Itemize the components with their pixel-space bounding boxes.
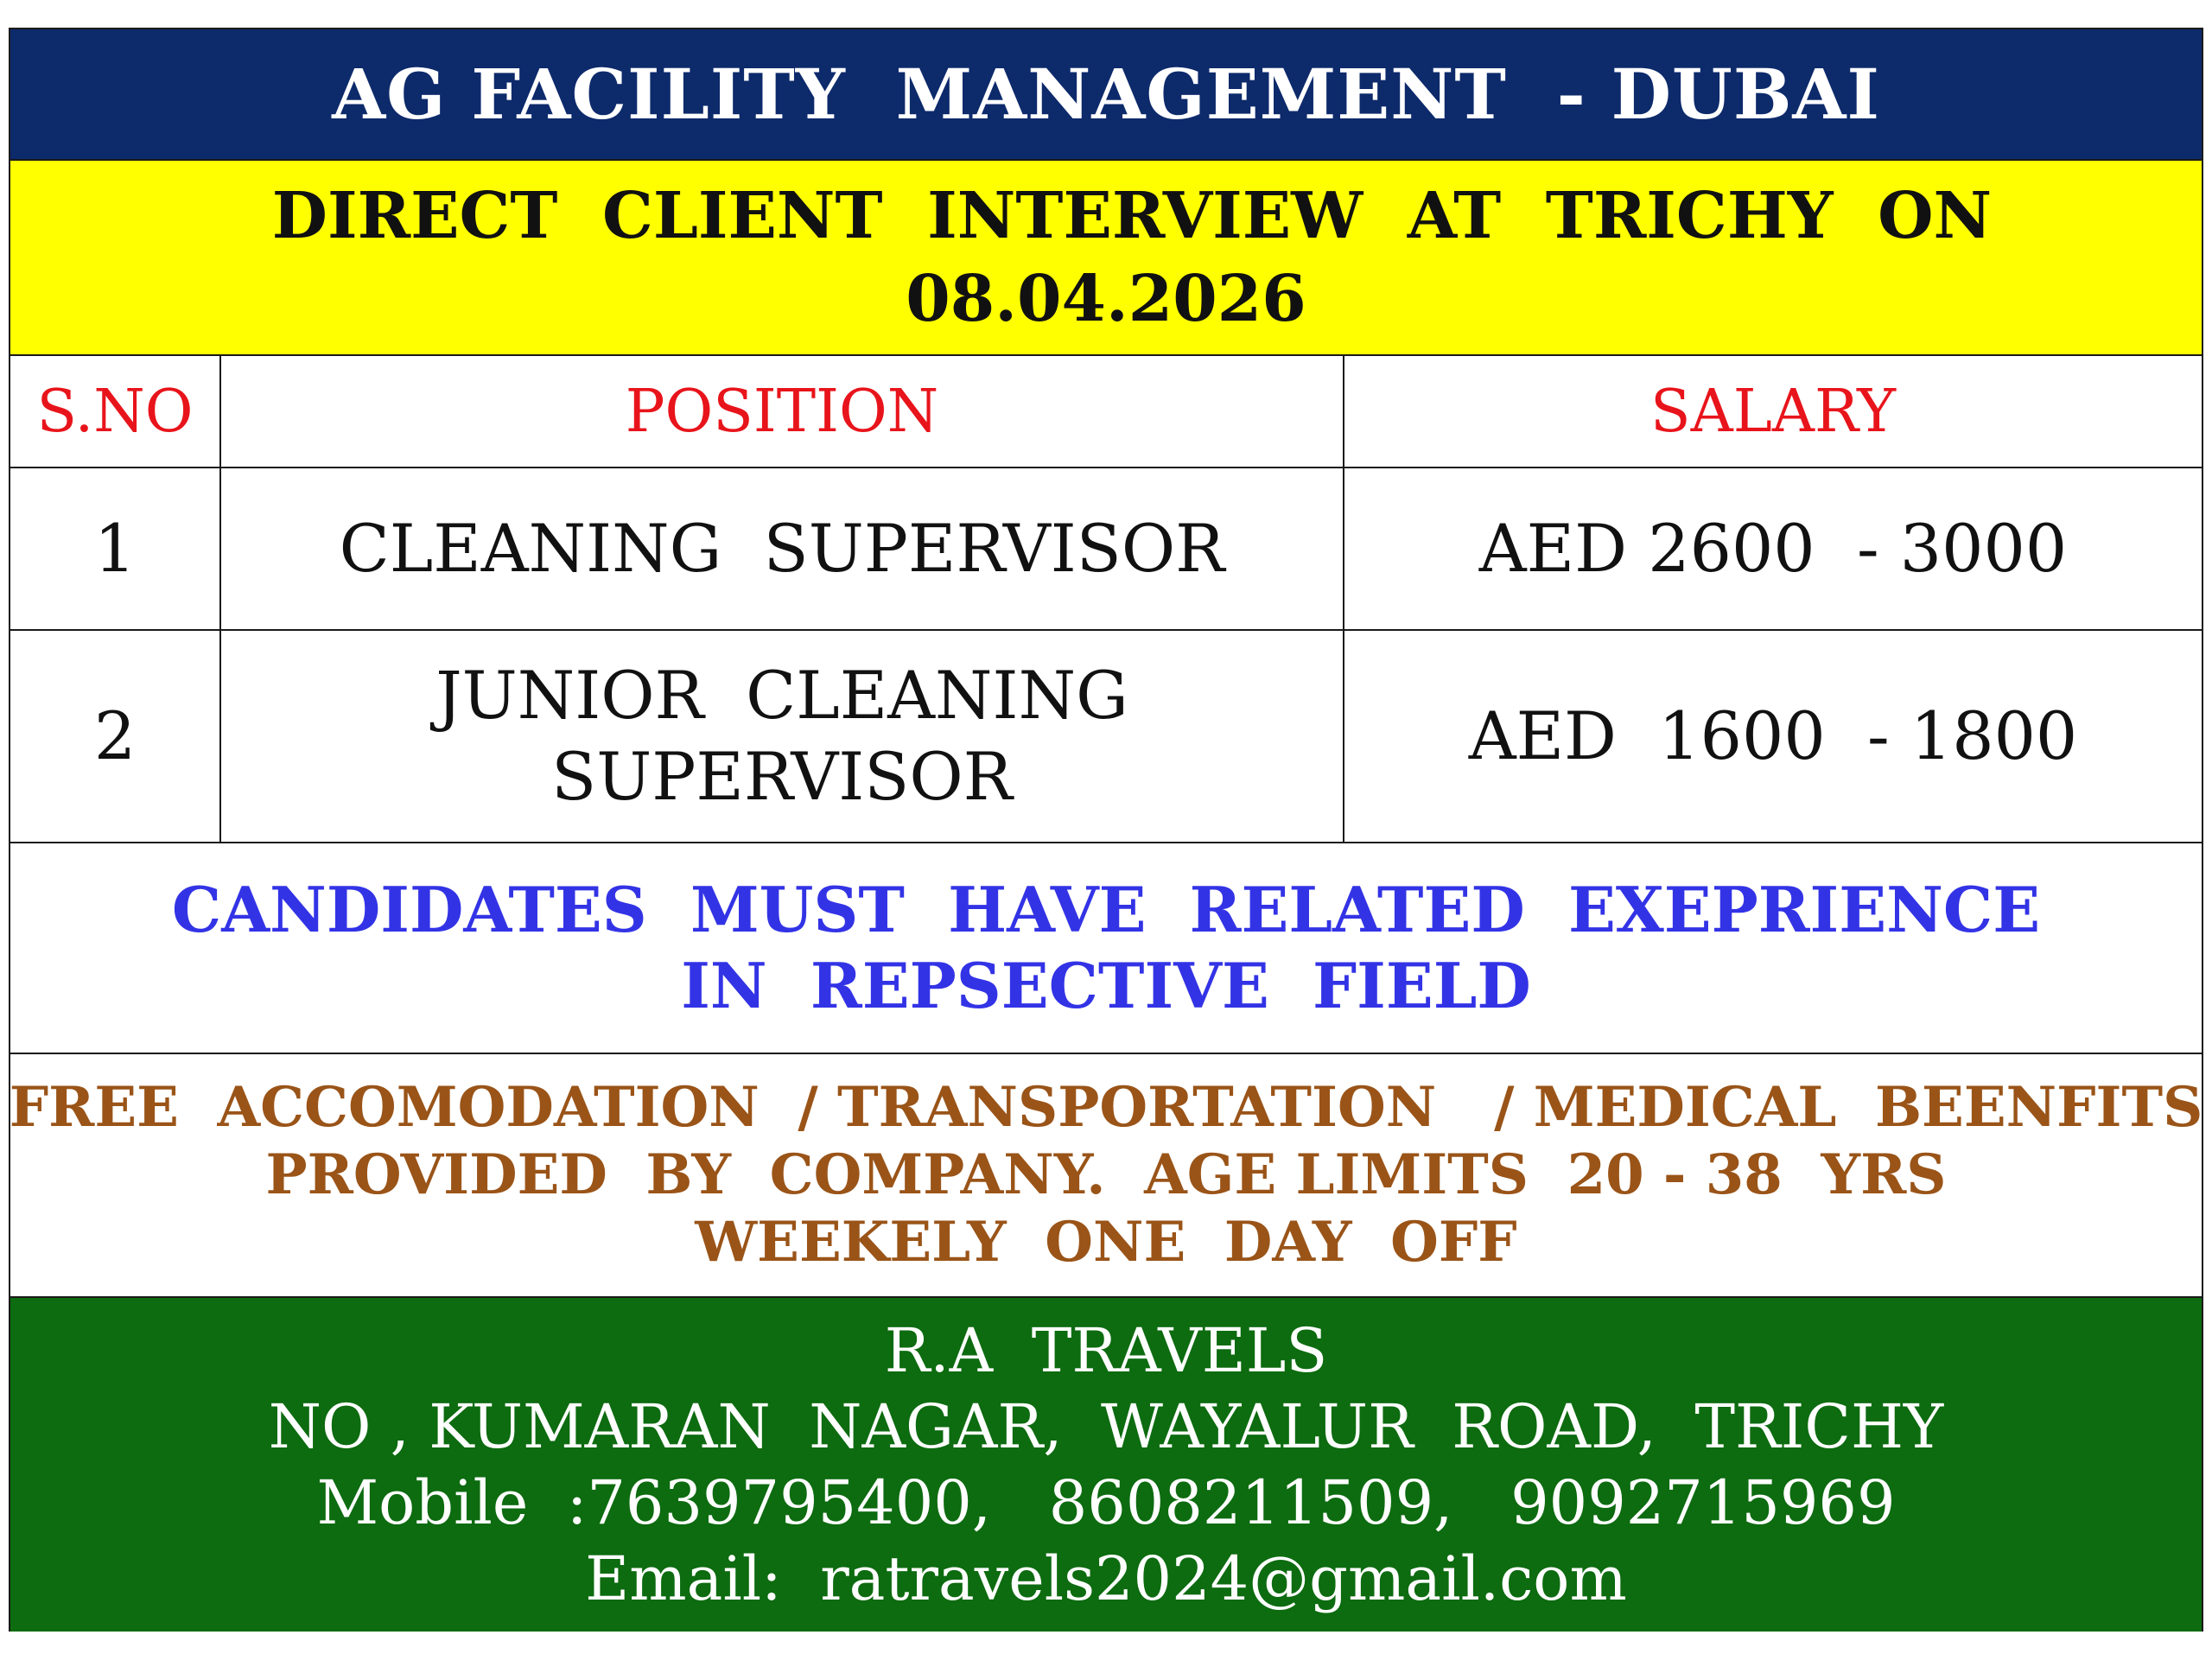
row-position bbox=[221, 468, 1344, 629]
company-name: R.A TRAVELS bbox=[884, 1315, 1328, 1386]
position-text: JUNIOR CLEANING bbox=[435, 657, 1128, 734]
row-position bbox=[221, 631, 1344, 842]
header-salary: SALARY bbox=[1650, 377, 1896, 446]
benefits-section bbox=[10, 1054, 2202, 1298]
row-sno: 2 bbox=[10, 631, 221, 842]
row-salary: AED 1600 - 1800 bbox=[1468, 697, 2078, 774]
positions-table bbox=[10, 356, 2202, 843]
mobile-text: Mobile :7639795400, 8608211509, 9092715969 bbox=[316, 1467, 1896, 1538]
benefit-text: WEEKELY ONE DAY OFF bbox=[695, 1210, 1517, 1275]
header-position: POSITION bbox=[221, 356, 1344, 467]
row-salary: AED 2600 - 3000 bbox=[1478, 510, 2068, 587]
benefit-text: PROVIDED BY COMPANY. AGE LIMITS 20 - 38 YRS bbox=[265, 1142, 1947, 1207]
benefit-text: FREE ACCOMODATION / TRANSPORTATION / MEDICAL BEENFITS bbox=[9, 1075, 2203, 1140]
job-poster bbox=[9, 28, 2203, 1632]
address-text: NO , KUMARAN NAGAR, WAYALUR ROAD, TRICHY bbox=[268, 1391, 1944, 1462]
contact-section bbox=[10, 1298, 2202, 1632]
page-title: AG FACILITY MANAGEMENT - DUBAI bbox=[332, 54, 1880, 135]
title-banner bbox=[10, 29, 2202, 161]
interview-banner bbox=[10, 161, 2202, 356]
requirement-section bbox=[10, 843, 2202, 1054]
position-text: CLEANING SUPERVISOR bbox=[339, 510, 1225, 587]
row-sno: 1 bbox=[10, 468, 221, 629]
table-header-row bbox=[10, 356, 2202, 468]
header-sno: S.NO bbox=[10, 356, 221, 467]
position-text: SUPERVISOR bbox=[551, 738, 1013, 815]
table-row bbox=[10, 631, 2202, 843]
table-row bbox=[10, 468, 2202, 631]
email-text: Email: ratravels2024@gmail.com bbox=[585, 1543, 1627, 1614]
interview-text: DIRECT CLIENT INTERVIEW AT TRICHY ON bbox=[271, 179, 1993, 253]
interview-date: 08.04.2026 bbox=[906, 262, 1306, 336]
requirement-text: IN REPSECTIVE FIELD bbox=[681, 949, 1531, 1022]
requirement-text: CANDIDATES MUST HAVE RELATED EXEPRIENCE bbox=[171, 873, 2041, 946]
